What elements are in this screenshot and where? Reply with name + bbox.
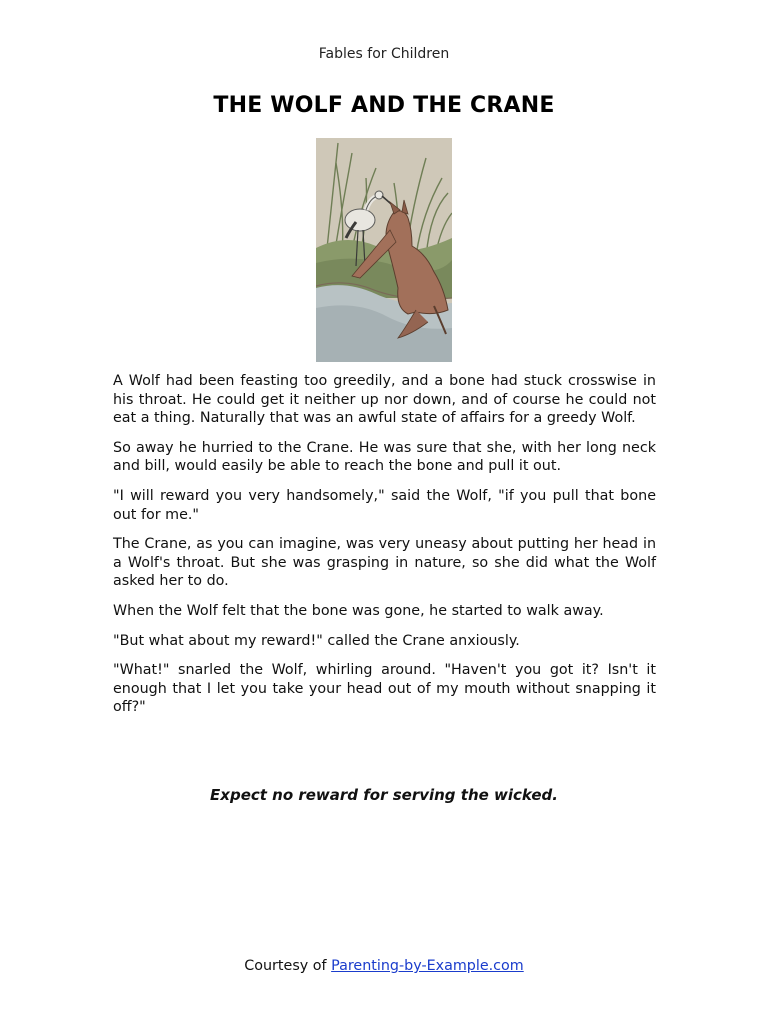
story-paragraph: "But what about my reward!" called the Crane anxiously. <box>113 632 520 649</box>
footer-prefix: Courtesy of <box>244 958 332 974</box>
story-paragraph: A Wolf had been feasting too greedily, and a bone had stuck crosswise in his throat. He could get it neither up nor down, and of course he could not eat a thing. Naturally that was an awful state of affairs for a greedy Wolf. <box>113 373 656 427</box>
wolf-and-crane-illustration <box>316 138 452 362</box>
running-header: Fables for Children <box>318 46 450 62</box>
story-paragraph: When the Wolf felt that the bone was gone, he started to walk away. <box>113 602 604 619</box>
story-paragraph: So away he hurried to the Crane. He was sure that she, with her long neck and bill, would easily be able to reach the bone and pull it out. <box>113 439 656 475</box>
footer-credit <box>0 958 768 974</box>
fable-moral: Expect no reward for serving the wicked. <box>210 786 558 804</box>
fable-title: THE WOLF AND THE CRANE <box>213 93 555 118</box>
story-paragraph: The Crane, as you can imagine, was very uneasy about putting her head in a Wolf's throat. But she was grasping in nature, so she did what the Wolf asked her to do. <box>113 536 656 590</box>
story-paragraph: "I will reward you very handsomely," said the Wolf, "if you pull that bone out for me." <box>113 487 656 523</box>
source-link[interactable]: Parenting-by-Example.com <box>331 958 524 974</box>
story-paragraph: "What!" snarled the Wolf, whirling around. "Haven't you got it? Isn't it enough that I let you take your head out of my mouth without snapping it off?" <box>113 662 656 716</box>
story-body <box>113 372 656 728</box>
